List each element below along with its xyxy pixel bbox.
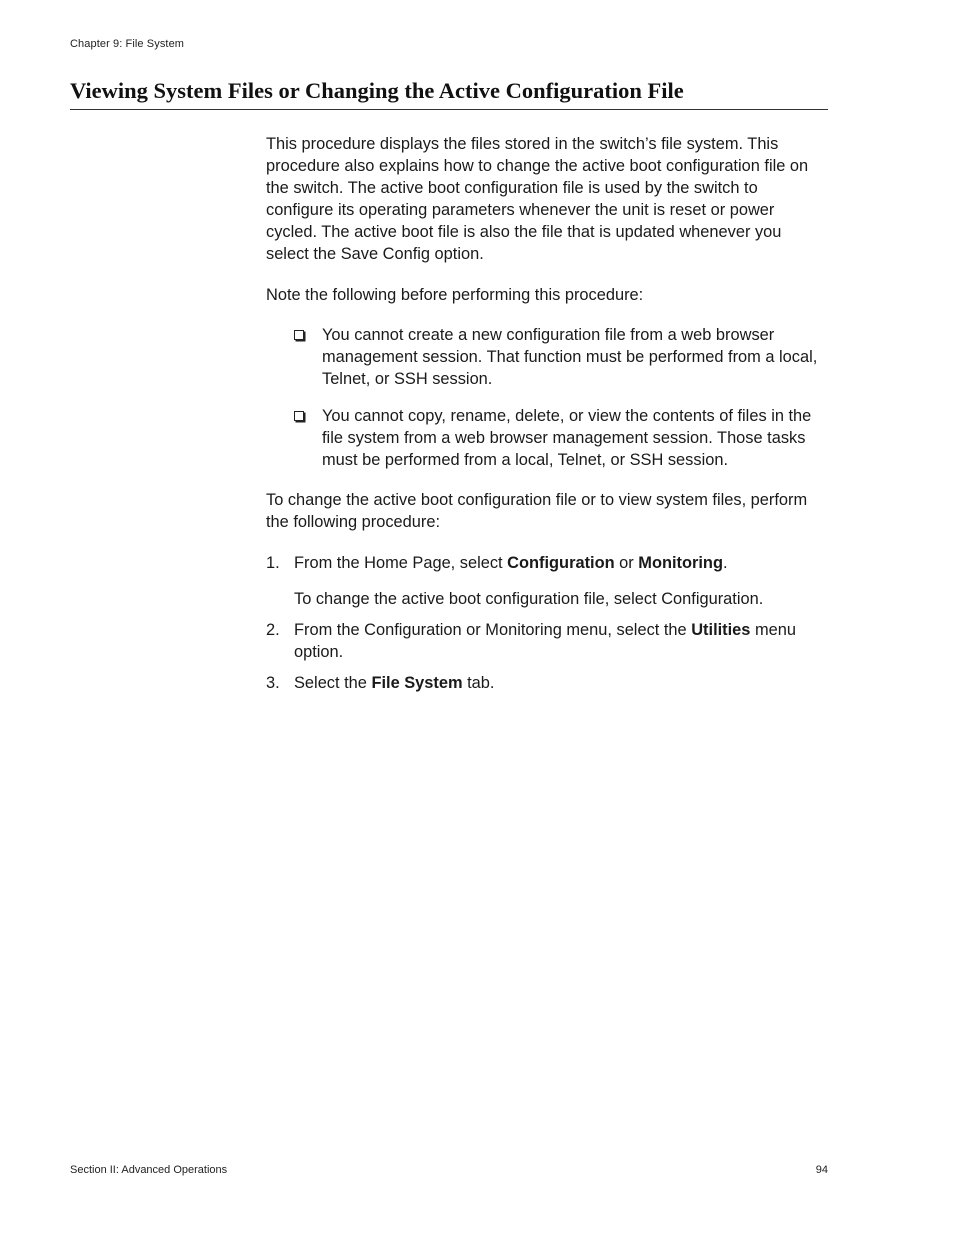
note-lead-paragraph: Note the following before performing this procedure: (266, 286, 644, 304)
note-item-text: You cannot copy, rename, delete, or view the contents of files in the file system from a web browser management session. Those tasks must be performed from a local, Telnet, or SSH session. (322, 407, 812, 469)
step-text: From the Configuration or Monitoring menu, select the Utilities menu option. (294, 621, 796, 661)
checkbox-bullet-icon (294, 411, 304, 421)
ui-term: Utilities (691, 621, 751, 639)
intro-paragraph: This procedure displays the files stored in the switch’s file system. This procedure also explains how to change the active boot configuration file on the switch. The active boot configuration file is used by the switch to configure its operating parameters whenever the unit is reset or power cycled. The active boot file is also the file that is updated whenever you select the Save Config option. (266, 135, 809, 263)
step-text: From the Home Page, select Configuration or Monitoring. (294, 554, 728, 572)
ui-term: File System (371, 674, 463, 692)
step-number: 2. (266, 621, 280, 639)
step-number: 1. (266, 554, 280, 572)
page-number: 94 (815, 1164, 828, 1176)
page-title: Viewing System Files or Changing the Active Configuration File (70, 78, 684, 103)
step-number: 3. (266, 674, 280, 692)
step-text: Select the File System tab. (294, 674, 495, 692)
note-item-text: You cannot create a new configuration file from a web browser management session. That function must be performed from a local, Telnet, or SSH session. (322, 326, 818, 388)
running-header: Chapter 9: File System (70, 38, 185, 50)
footer-section: Section II: Advanced Operations (70, 1164, 228, 1176)
title-rule (70, 109, 828, 110)
ui-term: Configuration (507, 554, 615, 572)
ui-term: Monitoring (638, 554, 723, 572)
step-note-text: To change the active boot configuration file, select Configuration. (294, 590, 764, 608)
procedure-lead-paragraph: To change the active boot configuration file or to view system files, perform the following procedure: (266, 491, 808, 531)
checkbox-bullet-icon (294, 330, 304, 340)
